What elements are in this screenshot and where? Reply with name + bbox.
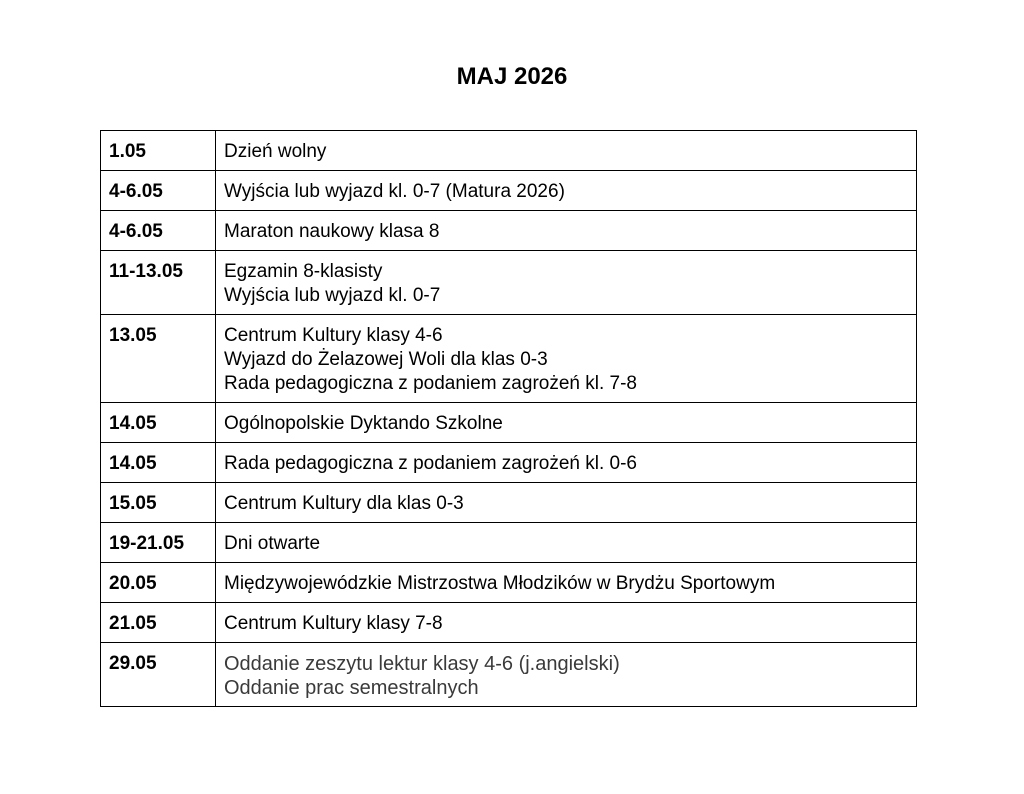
events-cell — [216, 131, 917, 171]
date-cell: 21.05 — [101, 603, 216, 643]
events-cell — [216, 171, 917, 211]
date-cell: 13.05 — [101, 315, 216, 403]
date-cell: 29.05 — [101, 643, 216, 707]
date-cell: 14.05 — [101, 443, 216, 483]
table-row — [101, 403, 917, 443]
events-cell — [216, 251, 917, 315]
date-cell: 15.05 — [101, 483, 216, 523]
date-cell: 19-21.05 — [101, 523, 216, 563]
event-line: Oddanie prac semestralnych — [224, 677, 479, 699]
table-row — [101, 603, 917, 643]
date-cell: 4-6.05 — [101, 211, 216, 251]
schedule-table-body — [101, 131, 917, 707]
events-cell — [216, 563, 917, 603]
event-line: Egzamin 8-klasisty — [224, 261, 383, 282]
table-row — [101, 483, 917, 523]
events-cell — [216, 523, 917, 563]
table-row — [101, 171, 917, 211]
event-line: Wyjścia lub wyjazd kl. 0-7 (Matura 2026) — [224, 181, 565, 202]
events-cell — [216, 603, 917, 643]
events-cell — [216, 443, 917, 483]
page-title: MAJ 2026 — [456, 63, 568, 90]
events-cell — [216, 211, 917, 251]
event-line: Wyjścia lub wyjazd kl. 0-7 — [224, 285, 441, 306]
table-row — [101, 523, 917, 563]
event-line: Dzień wolny — [224, 141, 327, 162]
event-line: Centrum Kultury klasy 4-6 — [224, 325, 443, 346]
event-line: Rada pedagogiczna z podaniem zagrożeń kl. 7-8 — [224, 373, 637, 394]
schedule-table — [100, 130, 917, 707]
date-cell: 14.05 — [101, 403, 216, 443]
date-cell: 4-6.05 — [101, 171, 216, 211]
table-row — [101, 443, 917, 483]
table-row — [101, 563, 917, 603]
event-line: Centrum Kultury klasy 7-8 — [224, 613, 443, 634]
event-line: Maraton naukowy klasa 8 — [224, 221, 440, 242]
table-row — [101, 315, 917, 403]
date-cell: 11-13.05 — [101, 251, 216, 315]
event-line: Centrum Kultury dla klas 0-3 — [224, 493, 464, 514]
event-line: Oddanie zeszytu lektur klasy 4-6 (j.angielski) — [224, 653, 620, 675]
table-row — [101, 131, 917, 171]
events-cell — [216, 315, 917, 403]
date-cell: 1.05 — [101, 131, 216, 171]
events-cell — [216, 403, 917, 443]
event-line: Dni otwarte — [224, 533, 321, 554]
events-cell — [216, 643, 917, 707]
table-row — [101, 643, 917, 707]
event-line: Rada pedagogiczna z podaniem zagrożeń kl. 0-6 — [224, 453, 637, 474]
table-row — [101, 211, 917, 251]
event-line: Międzywojewódzkie Mistrzostwa Młodzików w Brydżu Sportowym — [224, 573, 776, 594]
table-row — [101, 251, 917, 315]
date-cell: 20.05 — [101, 563, 216, 603]
event-line: Ogólnopolskie Dyktando Szkolne — [224, 413, 503, 434]
events-cell — [216, 483, 917, 523]
event-line: Wyjazd do Żelazowej Woli dla klas 0-3 — [224, 349, 548, 370]
